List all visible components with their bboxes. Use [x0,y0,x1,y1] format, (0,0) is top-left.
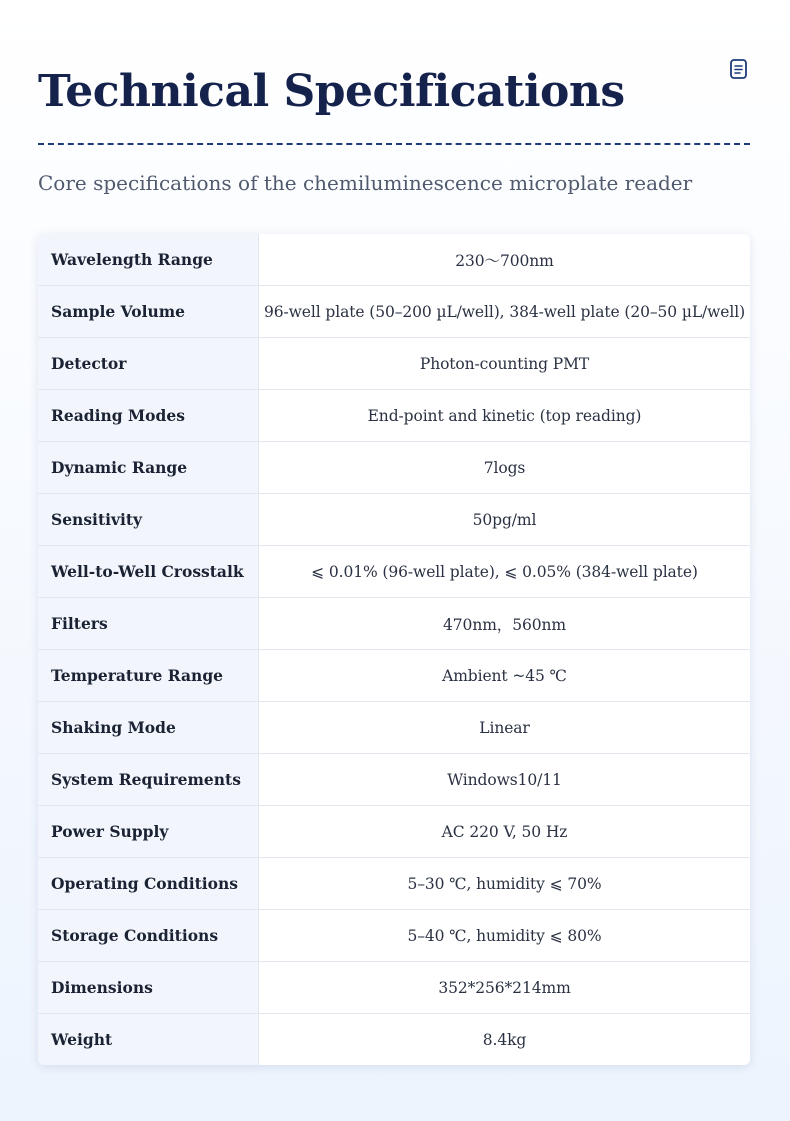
spec-value: 7logs [259,442,751,494]
spec-row-crosstalk [38,546,750,598]
spec-value: 96-well plate (50–200 µL/well), 384-well plate (20–50 µL/well) [259,286,751,338]
spec-table-card [38,234,750,1065]
spec-label: Operating Conditions [38,858,259,910]
spec-value: 470nm，560nm [259,598,751,650]
spec-row-shaking-mode [38,702,750,754]
spec-row-weight [38,1014,750,1066]
spec-value: Windows10/11 [259,754,751,806]
spec-label: Shaking Mode [38,702,259,754]
spec-label: System Requirements [38,754,259,806]
spec-label: Dynamic Range [38,442,259,494]
spec-row-system-requirements [38,754,750,806]
spec-row-power-supply [38,806,750,858]
spec-label: Weight [38,1014,259,1066]
spec-label: Temperature Range [38,650,259,702]
spec-value: Photon-counting PMT [259,338,751,390]
page-title: Technical Specifications [38,66,625,117]
spec-row-dynamic-range [38,442,750,494]
spec-row-filters [38,598,750,650]
spec-row-dimensions [38,962,750,1014]
spec-label: Detector [38,338,259,390]
spec-value: ⩽ 0.01% (96-well plate), ⩽ 0.05% (384-well plate) [259,546,751,598]
spec-value: 230～700nm [259,234,751,286]
spec-row-detector [38,338,750,390]
document-icon[interactable] [730,59,747,79]
spec-row-wavelength-range [38,234,750,286]
spec-value: 50pg/ml [259,494,751,546]
spec-label: Filters [38,598,259,650]
spec-value: AC 220 V, 50 Hz [259,806,751,858]
spec-value: 8.4kg [482,1030,527,1049]
spec-row-sensitivity [38,494,750,546]
spec-label: Dimensions [38,962,259,1014]
spec-value: Ambient ~45 ℃ [259,650,751,702]
spec-label: Sample Volume [38,286,259,338]
spec-row-storage-conditions [38,910,750,962]
spec-value: 5–30 ℃, humidity ⩽ 70% [259,858,751,910]
spec-label: Storage Conditions [38,910,259,962]
spec-value: End-point and kinetic (top reading) [259,390,751,442]
spec-label: Sensitivity [38,494,259,546]
spec-row-temperature-range [38,650,750,702]
spec-label: Well-to-Well Crosstalk [38,546,259,598]
page-subtitle: Core specifications of the chemiluminescence microplate reader [38,171,693,195]
spec-value: Linear [259,702,751,754]
spec-value: 5–40 ℃, humidity ⩽ 80% [259,910,751,962]
spec-row-reading-modes [38,390,750,442]
spec-label: Wavelength Range [38,234,259,286]
spec-label: Power Supply [38,806,259,858]
spec-label: Reading Modes [38,390,259,442]
dashed-divider [38,143,750,145]
spec-row-operating-conditions [38,858,750,910]
spec-table [38,234,750,1065]
spec-row-sample-volume [38,286,750,338]
spec-value: 352*256*214mm [259,962,751,1014]
